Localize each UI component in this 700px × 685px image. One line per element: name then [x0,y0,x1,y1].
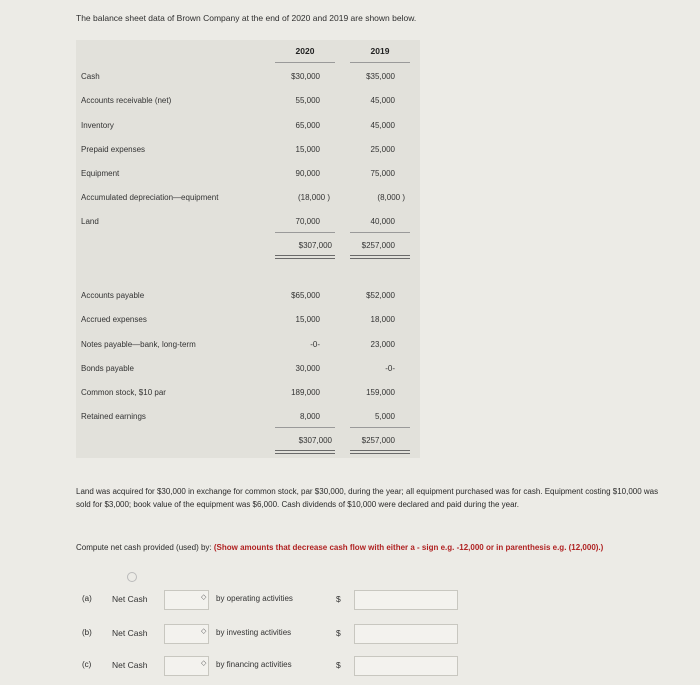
assets-total-2020: $307,000 [298,241,332,250]
liability-value-2020: 30,000 [295,364,320,373]
asset-value-2019: $35,000 [366,72,395,81]
amount-input-a[interactable] [354,590,458,610]
liabilities-total-2020: $307,000 [298,436,332,445]
asset-label: Accounts receivable (net) [81,96,172,105]
liability-value-2019: 5,000 [374,412,395,421]
subtotal-rule-2020 [275,232,335,233]
asset-label: Land [81,217,99,226]
subtotal-rule-2020 [275,427,335,428]
dollar-sign-a: $ [336,594,341,604]
liability-value-2020: 189,000 [291,388,320,397]
dollar-sign-c: $ [336,660,341,670]
asset-label: Prepaid expenses [81,145,146,154]
asset-value-2020: $30,000 [291,72,320,81]
asset-value-2019: 45,000 [370,121,395,130]
liability-value-2019: 18,000 [370,315,395,324]
total-double-rule-2019 [350,255,410,259]
total-double-rule-2020 [275,255,335,259]
subtotal-rule-2019 [350,232,410,233]
asset-value-2019: 75,000 [370,169,395,178]
instruction-plain: Compute net cash provided (used) by: [76,543,212,552]
asset-value-2020: 70,000 [295,217,320,226]
row-name-b: Net Cash [112,628,148,638]
liability-label: Common stock, $10 par [81,388,166,397]
amount-input-c[interactable] [354,656,458,676]
liability-value-2020: $65,000 [291,291,320,300]
row-name-a: Net Cash [112,594,148,604]
asset-value-2020: 55,000 [295,96,320,105]
liability-label: Retained earnings [81,412,146,421]
asset-value-2020: 90,000 [295,169,320,178]
asset-label: Cash [81,72,100,81]
up-down-chevron-icon: ◇ [201,628,207,635]
problem-paragraph: Land was acquired for $30,000 in exchange for common stock, par $30,000, during the year; all equipment purchased was for cash. Equipment costing $10,000 was sold for $3,000; book value of the equipment was $6,000. Cash dividends of $10,000 were declared and paid during the year. [76,487,659,509]
asset-value-2019: 25,000 [370,145,395,154]
asset-label: Equipment [81,169,120,178]
asset-label: Accumulated depreciation—equipment [81,193,219,202]
activity-label-a: by operating activities [216,594,293,603]
total-double-rule-2020 [275,450,335,454]
asset-value-2019: 45,000 [370,96,395,105]
amount-input-b[interactable] [354,624,458,644]
row-letter-a: (a) [82,594,92,603]
liability-label: Accounts payable [81,291,145,300]
row-letter-b: (b) [82,628,92,637]
liability-value-2019: 159,000 [366,388,395,397]
liability-value-2020: 15,000 [295,315,320,324]
row-letter-c: (c) [82,660,92,669]
liability-value-2020: -0- [310,340,320,349]
total-double-rule-2019 [350,450,410,454]
assets-total-2019: $257,000 [361,241,395,250]
up-down-chevron-icon: ◇ [201,594,207,601]
asset-value-2020: 65,000 [295,121,320,130]
liability-label: Bonds payable [81,364,134,373]
liabilities-total-2019: $257,000 [361,436,395,445]
subtotal-rule-2019 [350,427,410,428]
dollar-sign-b: $ [336,628,341,638]
activity-label-c: by financing activities [216,660,292,669]
header-underline-2020 [275,62,335,63]
asset-label: Inventory [81,121,114,130]
liability-label: Notes payable—bank, long-term [81,340,196,349]
status-circle-icon [127,572,137,582]
header-2020: 2020 [295,46,315,56]
up-down-chevron-icon: ◇ [201,660,207,667]
instruction-emphasis: (Show amounts that decrease cash flow with either a - sign e.g. -12,000 or in parenthesis e.g. (12,000).) [213,543,604,552]
liability-value-2019: -0- [385,364,395,373]
intro-text: The balance sheet data of Brown Company at the end of 2020 and 2019 are shown below. [76,13,417,23]
row-name-c: Net Cash [112,660,148,670]
asset-value-2020: (18,000 ) [297,193,330,202]
header-underline-2019 [350,62,410,63]
asset-value-2020: 15,000 [295,145,320,154]
liability-label: Accrued expenses [81,315,147,324]
header-2019: 2019 [370,46,390,56]
asset-value-2019: (8,000 ) [377,193,405,202]
liability-value-2019: 23,000 [370,340,395,349]
liability-value-2020: 8,000 [299,412,320,421]
instruction-text [76,541,676,554]
liability-value-2019: $52,000 [366,291,395,300]
asset-value-2019: 40,000 [370,217,395,226]
activity-label-b: by investing activities [216,628,292,637]
